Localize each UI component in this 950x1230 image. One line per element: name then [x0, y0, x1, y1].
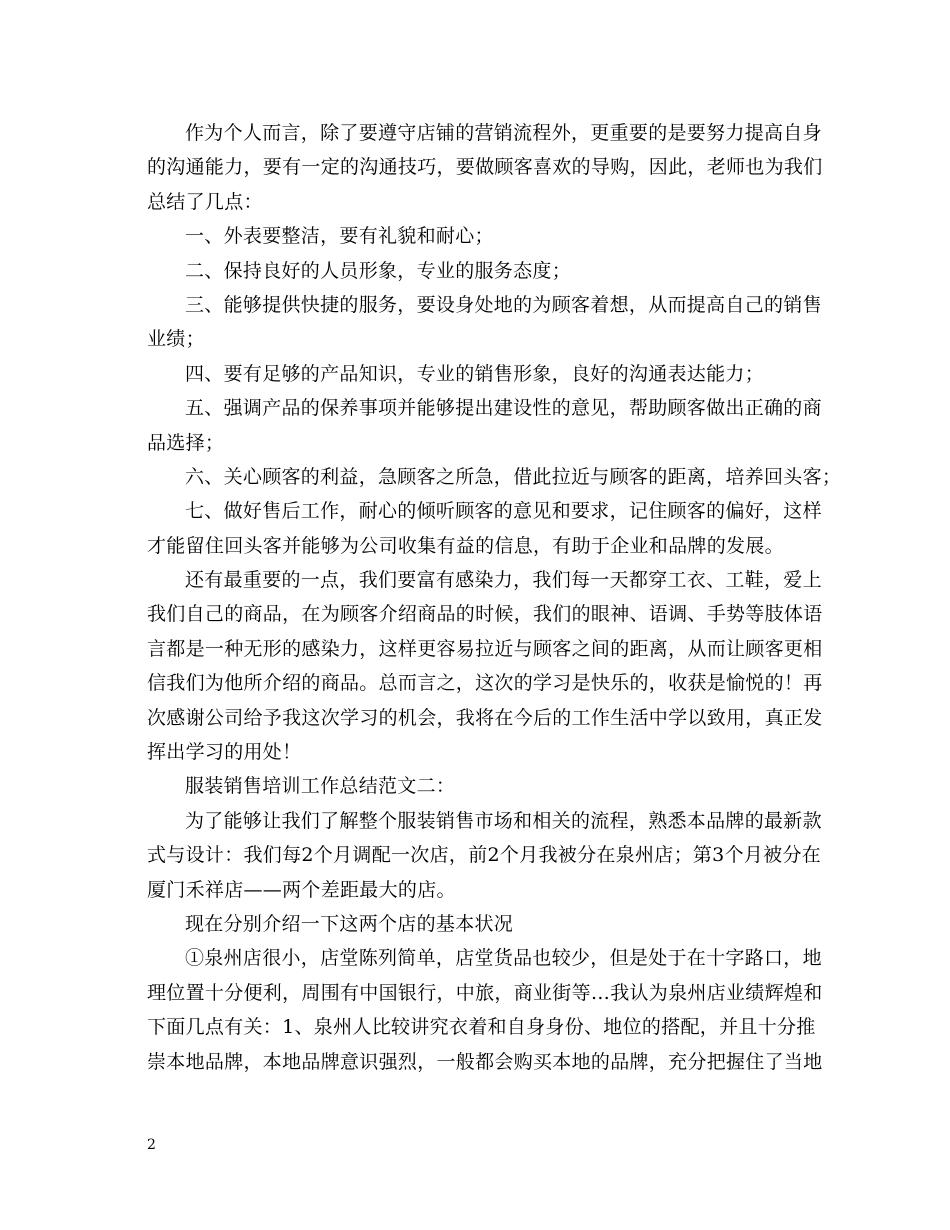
text-line: 三、能够提供快捷的服务，要设身处地的为顾客着想，从而提高自己的销售 [185, 293, 822, 316]
text-line: 服装销售培训工作总结范文二： [185, 775, 456, 798]
text-line: 言都是一种无形的感染力，这样更容易拉近与顾客之间的距离，从而让顾客更相 [147, 637, 823, 660]
text-line: 五、强调产品的保养事项并能够提出建设性的意见，帮助顾客做出正确的商 [185, 397, 822, 420]
text-line: 总结了几点： [147, 190, 263, 213]
text-line: 七、做好售后工作，耐心的倾听顾客的意见和要求，记住顾客的偏好，这样 [185, 500, 822, 523]
text-line: 为了能够让我们了解整个服装销售市场和相关的流程，熟悉本品牌的最新款 [185, 809, 822, 832]
page-number: 2 [147, 1137, 156, 1153]
text-line: 才能留住回头客并能够为公司收集有益的信息，有助于企业和品牌的发展。 [147, 534, 784, 557]
text-line: 还有最重要的一点，我们要富有感染力，我们每一天都穿工衣、工鞋，爱上 [185, 569, 822, 592]
text-line: 现在分别介绍一下这两个店的基本状况 [185, 912, 514, 935]
document-body [147, 116, 842, 1079]
text-line: 理位置十分便利，周围有中国银行，中旅，商业街等…我认为泉州店业绩辉煌和 [147, 981, 823, 1004]
text-line: 二、保持良好的人员形象，专业的服务态度； [185, 259, 572, 282]
text-line: 崇本地品牌，本地品牌意识强烈，一般都会购买本地的品牌，充分把握住了当地 [147, 1050, 823, 1073]
text-line: 品选择； [147, 431, 225, 454]
text-line: 我们自己的商品，在为顾客介绍商品的时候，我们的眼神、语调、手势等肢体语 [147, 603, 823, 626]
text-line: 六、关心顾客的利益，急顾客之所急，借此拉近与顾客的距离，培养回头客； [185, 465, 842, 488]
text-line: 一、外表要整洁，要有礼貌和耐心； [185, 225, 494, 248]
text-line: 次感谢公司给予我这次学习的机会，我将在今后的工作生活中学以致用，真正发 [147, 706, 823, 729]
text-line: 作为个人而言，除了要遵守店铺的营销流程外，更重要的是要努力提高自身 [185, 122, 822, 144]
text-line: ①泉州店很小，店堂陈列简单，店堂货品也较少，但是处于在十字路口，地 [185, 947, 822, 970]
text-line: 四、要有足够的产品知识，专业的销售形象，良好的沟通表达能力； [185, 362, 765, 385]
text-line: 的沟通能力，要有一定的沟通技巧，要做顾客喜欢的导购，因此，老师也为我们 [147, 156, 823, 179]
text-line: 信我们为他所介绍的商品。总而言之，这次的学习是快乐的，收获是愉悦的！再 [147, 672, 823, 695]
text-line: 挥出学习的用处！ [147, 741, 302, 764]
text-line: 式与设计：我们每2个月调配一次店，前2个月我被分在泉州店；第3个月被分在 [147, 844, 822, 867]
text-line: 业绩； [147, 328, 205, 351]
text-line: 厦门禾祥店——两个差距最大的店。 [147, 878, 456, 901]
text-line: 下面几点有关：1、泉州人比较讲究衣着和自身身份、地位的搭配，并且十分推 [147, 1016, 816, 1039]
